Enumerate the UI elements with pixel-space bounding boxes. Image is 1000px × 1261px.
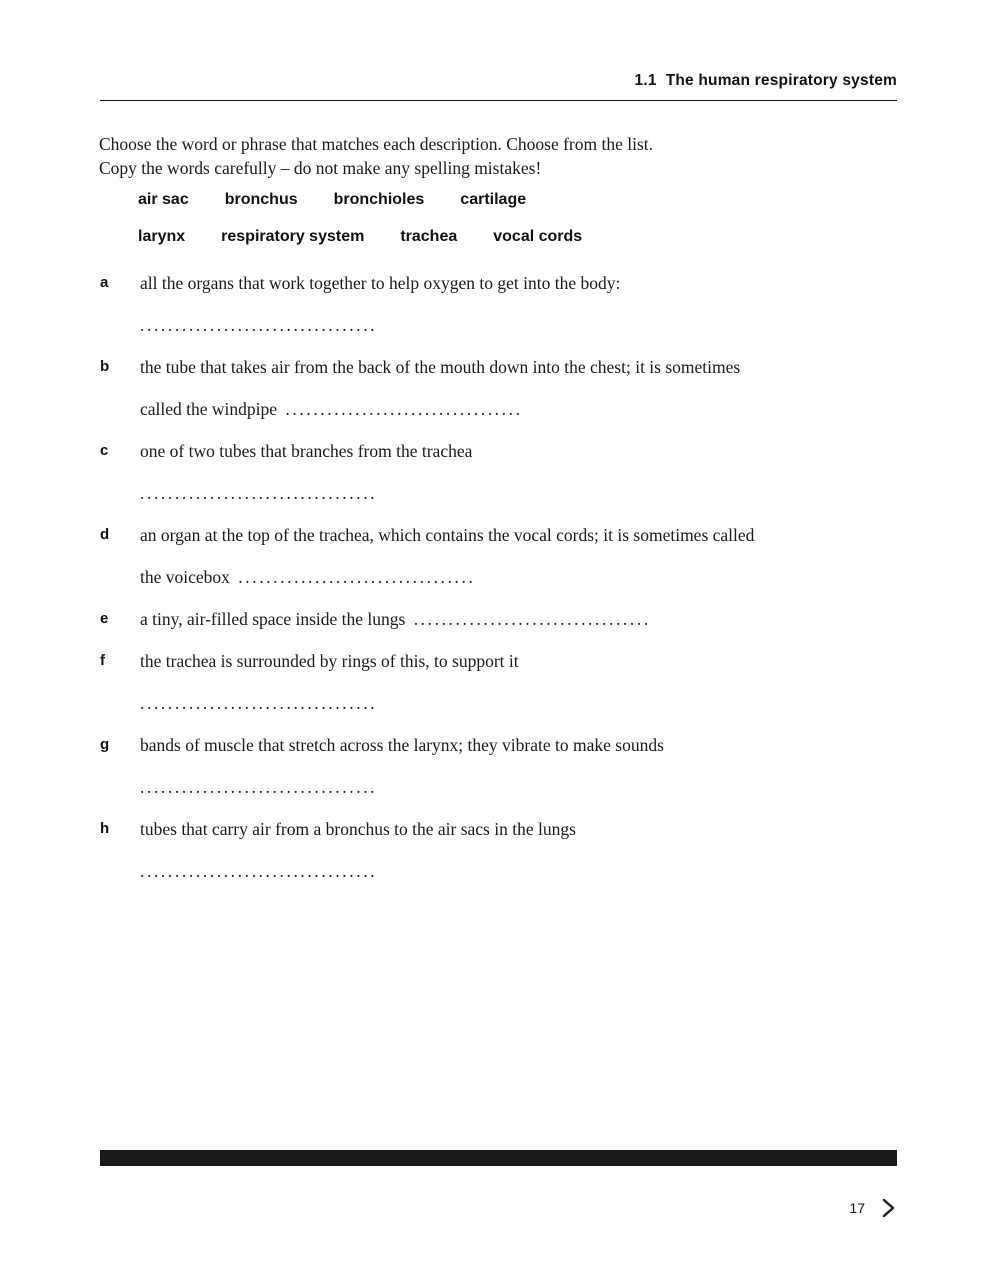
page-footer — [849, 1196, 897, 1220]
word-list — [138, 191, 582, 265]
instructions-line-2: Copy the words carefully – do not make any spelling mistakes! — [99, 158, 542, 178]
question-item-d — [100, 514, 800, 598]
word-option: larynx — [138, 228, 186, 245]
item-text: an organ at the top of the trachea, which contains the vocal cords; it is sometimes called the voicebox .................................. — [140, 525, 755, 587]
chapter-title: The human respiratory system — [665, 72, 897, 89]
word-option: respiratory system — [221, 228, 365, 245]
page-number: 17 — [849, 1200, 865, 1216]
question-item-g — [100, 724, 800, 808]
answer-line: .................................. — [140, 315, 378, 335]
answer-line: .................................. — [140, 777, 378, 797]
item-letter: h — [100, 820, 110, 837]
item-letter: b — [100, 358, 110, 375]
item-text: all the organs that work together to help oxygen to get into the body: .................................. — [140, 262, 770, 346]
word-list-row-1 — [138, 191, 582, 228]
word-option: air sac — [138, 191, 189, 208]
instructions-line-1: Choose the word or phrase that matches each description. Choose from the list. — [99, 134, 654, 154]
question-item-e — [100, 598, 800, 640]
item-text: the tube that takes air from the back of the mouth down into the chest; it is sometimes called the windpipe .................................. — [140, 357, 741, 419]
word-option: bronchioles — [333, 191, 425, 208]
answer-line: .................................. — [140, 483, 378, 503]
item-letter: d — [100, 526, 110, 543]
question-item-a — [100, 262, 800, 346]
word-list-row-2 — [138, 228, 582, 265]
word-option: trachea — [400, 228, 458, 245]
item-letter: f — [100, 652, 105, 669]
question-item-b — [100, 346, 800, 430]
item-letter: a — [100, 274, 109, 291]
chapter-number: 1.1 — [634, 72, 657, 89]
item-letter: c — [100, 442, 109, 459]
page-header — [100, 72, 897, 101]
question-item-f — [100, 640, 800, 724]
word-option: bronchus — [224, 191, 298, 208]
question-item-c — [100, 430, 800, 514]
item-letter: e — [100, 610, 109, 627]
question-list — [100, 262, 800, 892]
chapter-header — [100, 72, 897, 90]
word-option: vocal cords — [493, 228, 583, 245]
footer-bar — [100, 1150, 897, 1166]
item-text: one of two tubes that branches from the trachea .................................. — [140, 430, 770, 514]
item-text: the trachea is surrounded by rings of this, to support it .................................. — [140, 640, 770, 724]
header-rule — [100, 100, 897, 101]
item-letter: g — [100, 736, 110, 753]
answer-line: .................................. — [140, 693, 378, 713]
answer-line: .................................. — [238, 567, 476, 587]
question-item-h — [100, 808, 800, 892]
item-text: tubes that carry air from a bronchus to the air sacs in the lungs .................................. — [140, 808, 770, 892]
instructions — [99, 132, 799, 180]
answer-line: .................................. — [413, 609, 651, 629]
answer-line: .................................. — [140, 861, 378, 881]
item-text: a tiny, air-filled space inside the lungs .................................. — [140, 609, 651, 629]
word-option: cartilage — [460, 191, 527, 208]
item-text: bands of muscle that stretch across the larynx; they vibrate to make sounds .................................. — [140, 724, 770, 808]
answer-line: .................................. — [285, 399, 523, 419]
chevron-right-icon — [879, 1196, 897, 1220]
